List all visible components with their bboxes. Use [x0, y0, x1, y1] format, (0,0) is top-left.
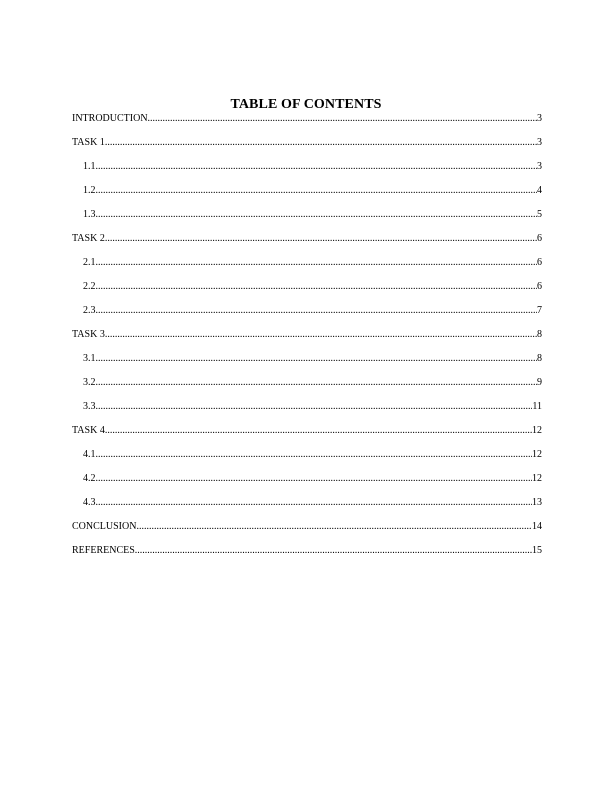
toc-entry[interactable]: [72, 113, 542, 137]
toc-entry-page: 9: [537, 377, 542, 388]
toc-entry-label: TASK 4: [72, 425, 105, 436]
toc-entry-page: 6: [537, 257, 542, 268]
toc-entry[interactable]: [72, 449, 542, 473]
toc-leader-dots: [96, 305, 538, 317]
toc-leader-dots: [105, 233, 537, 245]
toc-leader-dots: [105, 425, 532, 437]
toc-entry[interactable]: [72, 161, 542, 185]
toc-entry-label: INTRODUCTION: [72, 113, 148, 124]
toc-entry-page: 11: [532, 401, 542, 412]
toc-entry-page: 8: [537, 353, 542, 364]
toc-entry-label: 1.2: [83, 185, 96, 196]
toc-entry-page: 3: [537, 161, 542, 172]
toc-entry-label: 1.3: [83, 209, 96, 220]
toc-entry[interactable]: [72, 257, 542, 281]
toc-entry-page: 4: [537, 185, 542, 196]
toc-entry-page: 6: [537, 281, 542, 292]
toc-entry-page: 12: [532, 425, 542, 436]
toc-entry-page: 12: [532, 449, 542, 460]
toc-entry[interactable]: [72, 401, 542, 425]
toc-entry[interactable]: [72, 209, 542, 233]
toc-leader-dots: [96, 257, 538, 269]
toc-leader-dots: [96, 377, 538, 389]
toc-entry-label: 4.3: [83, 497, 96, 508]
toc-entry-page: 3: [537, 137, 542, 148]
toc-entry[interactable]: [72, 137, 542, 161]
toc-entry[interactable]: [72, 545, 542, 569]
toc-leader-dots: [96, 449, 533, 461]
toc-entry[interactable]: [72, 473, 542, 497]
toc-entry[interactable]: [72, 329, 542, 353]
toc-title: TABLE OF CONTENTS: [230, 97, 382, 112]
toc-entry-page: 3: [537, 113, 542, 124]
toc-entry-label: 2.1: [83, 257, 96, 268]
toc-leader-dots: [148, 113, 537, 125]
toc-entry-label: TASK 1: [72, 137, 105, 148]
toc-entry-label: 1.1: [83, 161, 96, 172]
toc-leader-dots: [105, 329, 537, 341]
toc-entry-label: 3.3: [83, 401, 96, 412]
toc-leader-dots: [96, 353, 538, 365]
toc-entry[interactable]: [72, 305, 542, 329]
toc-leader-dots: [96, 185, 538, 197]
toc-entry-label: TASK 3: [72, 329, 105, 340]
toc-leader-dots: [96, 401, 533, 413]
toc-entry-label: 4.1: [83, 449, 96, 460]
toc-leader-dots: [96, 209, 538, 221]
toc-entry-label: REFERENCES: [72, 545, 135, 556]
toc-entry[interactable]: [72, 281, 542, 305]
toc-leader-dots: [136, 521, 532, 533]
toc-leader-dots: [96, 281, 538, 293]
toc-leader-dots: [96, 473, 533, 485]
toc-entry-label: TASK 2: [72, 233, 105, 244]
toc-entry-page: 15: [532, 545, 542, 556]
toc-entry[interactable]: [72, 521, 542, 545]
toc-entry-page: 8: [537, 329, 542, 340]
toc-entry[interactable]: [72, 497, 542, 521]
toc-entry-label: 4.2: [83, 473, 96, 484]
toc-entry-label: 2.3: [83, 305, 96, 316]
toc-entry-page: 7: [537, 305, 542, 316]
toc-entry[interactable]: [72, 377, 542, 401]
toc-leader-dots: [96, 161, 538, 173]
toc-entry-page: 12: [532, 473, 542, 484]
toc-entry-label: 3.1: [83, 353, 96, 364]
toc-entry[interactable]: [72, 425, 542, 449]
toc-entry[interactable]: [72, 233, 542, 257]
toc-leader-dots: [105, 137, 537, 149]
toc-entry-label: 3.2: [83, 377, 96, 388]
toc-entry-label: CONCLUSION: [72, 521, 137, 532]
toc-entry-page: 6: [537, 233, 542, 244]
toc-leader-dots: [96, 497, 533, 509]
toc-entry-label: 2.2: [83, 281, 96, 292]
toc-entry[interactable]: [72, 185, 542, 209]
toc-list: [72, 113, 542, 569]
toc-entry[interactable]: [72, 353, 542, 377]
toc-leader-dots: [135, 545, 532, 557]
toc-entry-page: 14: [532, 521, 542, 532]
toc-entry-page: 13: [532, 497, 542, 508]
toc-entry-page: 5: [537, 209, 542, 220]
